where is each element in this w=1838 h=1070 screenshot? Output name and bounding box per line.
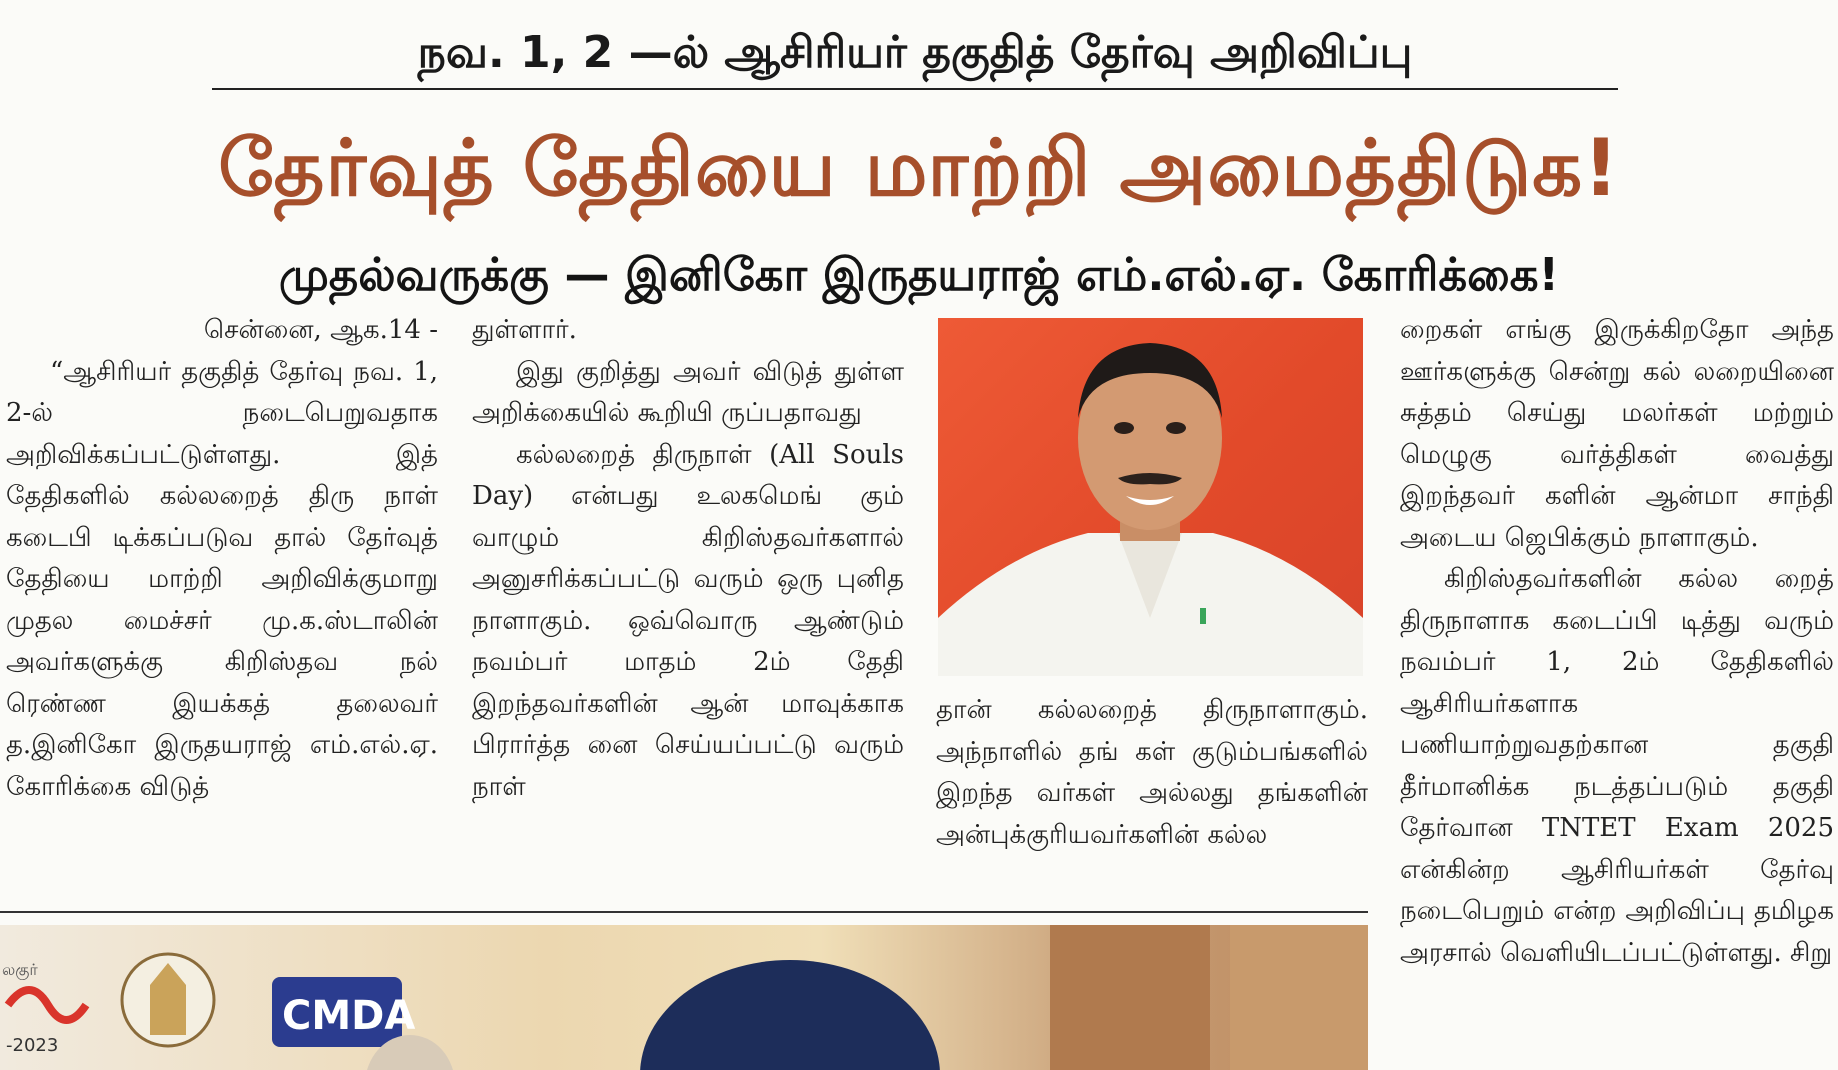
portrait-photo: [938, 318, 1363, 676]
event-logo-text: லகுர்: [2, 960, 38, 979]
wood-panel: [1050, 925, 1210, 1070]
section-divider: [0, 911, 1368, 913]
article-paragraph: கிறிஸ்தவர்களின் கல்ல றைத் திருநாளாக கடைப்பி டித்து வரும் நவம்பர் 1, 2ம் தேதிகளில் ஆசிரியர்களாக பணியாற்றுவதற்கான தகுதி தீர்மானிக்க நடத்தப்படும் தகுதி தேர்வான TNTET Exam 2025 என்கின்ற ஆசிரியர்கள் தேர்வு நடைபெறும் என்ற அறிவிப்பு தமிழக அரசால் வெளியிடப்பட்டுள்ளது. சிறு: [1400, 564, 1834, 968]
dateline: சென்னை, ஆக.14 -: [203, 315, 438, 345]
article-paragraph: துள்ளார்.: [472, 315, 577, 345]
article-column-4: [1400, 310, 1834, 1070]
event-photo-illustration: [0, 925, 1368, 1070]
event-logo-year: -2023: [6, 1035, 59, 1056]
event-logo-icon: [8, 990, 86, 1020]
sub-headline: முதல்வருக்கு — இனிகோ இருதயராஜ் எம்.எல்.ஏ. கோரிக்கை!: [278, 248, 1560, 301]
article-paragraph: றைகள் எங்கு இருக்கிறதோ அந்த ஊர்களுக்கு சென்று கல் லறையினை சுத்தம் செய்து மலர்கள் மற்றும் மெழுகு வர்த்திகள் வைத்து இறந்தவர் களின் ஆன்மா சாந்தி அடைய ஜெபிக்கும் நாளாகும்.: [1400, 315, 1834, 553]
article-paragraph: “ஆசிரியர் தகுதித் தேர்வு நவ. 1, 2-ல் நடைபெறுவதாக அறிவிக்கப்பட்டுள்ளது. இத் தேதிகளில் கல்லறைத் திரு நாள் கடைபி டிக்கப்படுவ தால் தேர்வுத் தேதியை மாற்றி அறிவிக்குமாறு முதல மைச்சர் மு.க.ஸ்டாலின் அவர்களுக்கு கிறிஸ்தவ நல் ரெண்ண இயக்கத் தலைவர் த.இனிகோ இருதயராஜ் எம்.எல்.ஏ. கோரிக்கை விடுத்: [6, 356, 438, 802]
article-paragraph: இது குறித்து அவர் விடுத் துள்ள அறிக்கையில் கூறியி ருப்பதாவது: [472, 356, 904, 428]
cmda-logo-text: CMDA: [282, 993, 416, 1039]
kicker-headline: நவ. 1, 2 —ல் ஆசிரியர் தகுதித் தேர்வு அறிவிப்பு: [212, 18, 1618, 90]
article-column-2: [472, 310, 904, 890]
article-column-3: [936, 690, 1368, 890]
article-paragraph: தான் கல்லறைத் திருநாளாகும். அந்நாளில் தங் கள் குடும்பங்களில் இறந்த வர்கள் அல்லது தங்களின் அன்புக்குரியவர்களின் கல்ல: [936, 695, 1368, 850]
article-paragraph: கல்லறைத் திருநாள் (All Souls Day) என்பது உலகமெங் கும் வாழும் கிறிஸ்தவர்களால் அனுசரிக்கப்பட்டு வரும் ஒரு புனித நாளாகும். ஒவ்வொரு ஆண்டும் நவம்பர் மாதம் 2ம் தேதி இறந்தவர்களின் ஆன் மாவுக்காக பிரார்த்த னை செய்யப்பட்டு வரும் நாள்: [472, 439, 904, 802]
portrait-illustration: [938, 318, 1363, 676]
main-headline: தேர்வுத் தேதியை மாற்றி அமைத்திடுக!: [218, 124, 1620, 214]
portrait-backdrop: [640, 960, 940, 1070]
wood-panel: [1230, 925, 1368, 1070]
article-column-1: [6, 310, 438, 890]
event-photo: [0, 925, 1368, 1070]
